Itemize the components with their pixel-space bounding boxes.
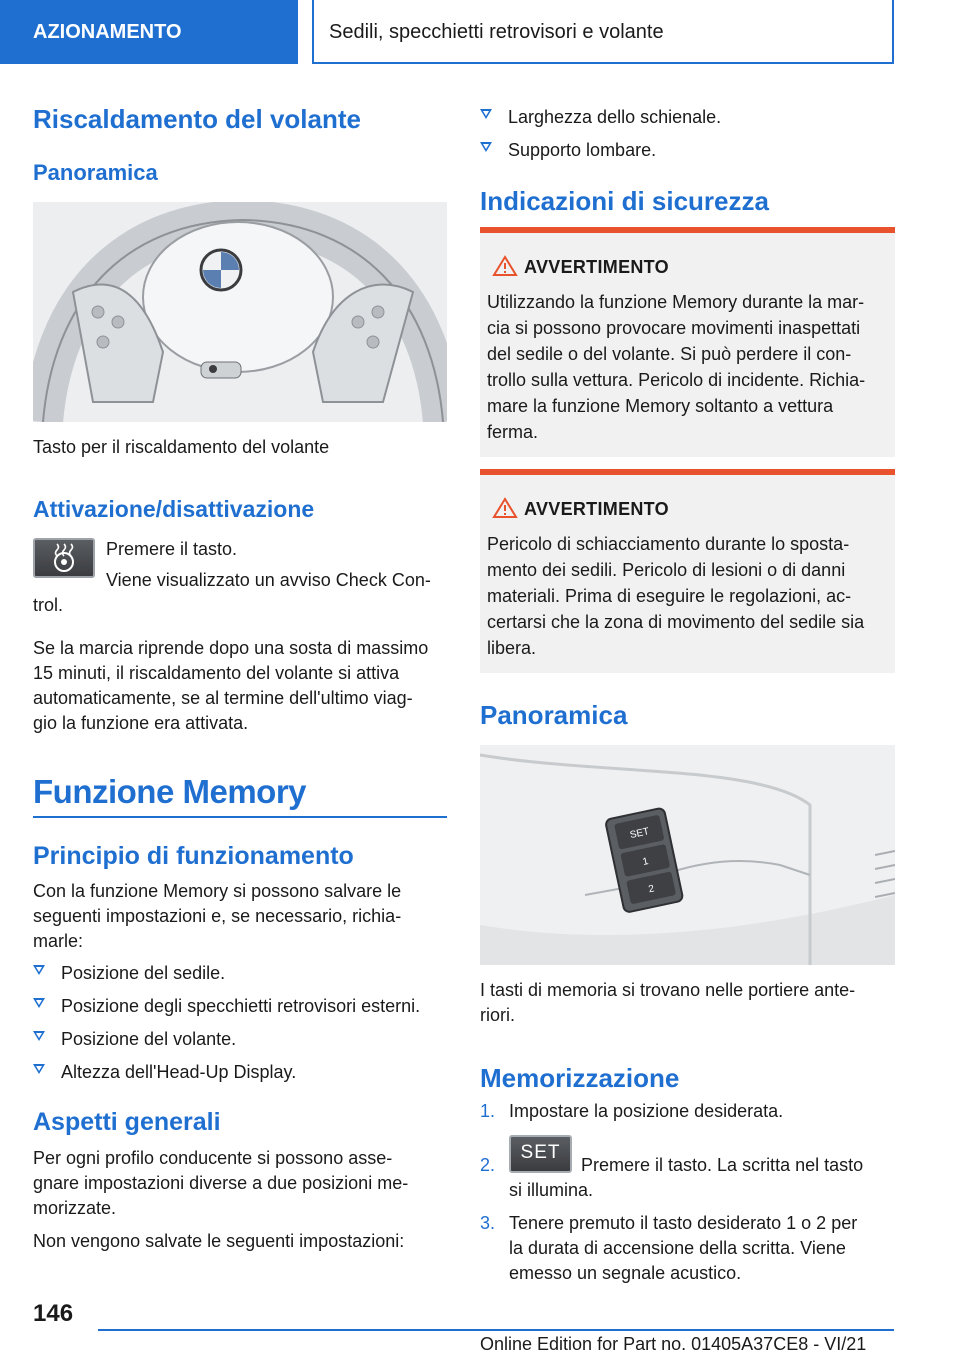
heading-general: Aspetti generali [33, 1108, 221, 1136]
general-line-2: gnare impostazioni diverse a due posizioni me- [33, 1173, 409, 1193]
general-line-3: morizzate. [33, 1198, 117, 1218]
door-set-label: SET [628, 826, 651, 842]
resume-para-3: automaticamente, se al termine dell'ultimo viag- [33, 688, 413, 708]
step-number: 1. [480, 1101, 496, 1121]
page-number: 146 [33, 1300, 74, 1327]
edition-note: Online Edition for Part no. 01405A37CE8 - VI/21 [480, 1334, 867, 1354]
bullet-triangle-icon [33, 1031, 45, 1041]
bullet-triangle-icon [480, 109, 492, 119]
resume-para-4: gio la funzione era attivata. [33, 713, 249, 733]
heading-overview: Panoramica [33, 160, 158, 185]
warning-box [480, 227, 895, 457]
chapter-title: Sedili, specchietti retrovisori e volante [312, 0, 894, 64]
warning-triangle-icon [492, 255, 518, 277]
check-control-text: Viene visualizzato un avviso Check Con- [106, 570, 431, 590]
principle-line-1: Con la funzione Memory si possono salvare le [33, 881, 402, 901]
steering-heat-icon [35, 540, 93, 576]
heading-rule [33, 816, 447, 818]
step-text: Premere il tasto. La scritta nel tasto [581, 1155, 864, 1175]
steering-wheel-image [33, 202, 447, 422]
door-2-label: 2 [647, 883, 656, 896]
door-caption-2: riori. [480, 1005, 515, 1025]
heading-overview-right: Panoramica [480, 700, 628, 730]
heading-store: Memorizzazione [480, 1063, 680, 1093]
set-button[interactable] [509, 1135, 572, 1173]
step-text-cont: emesso un segnale acustico. [509, 1263, 742, 1283]
principle-line-3: marle: [33, 931, 84, 951]
warning-text: Pericolo di schiacciamento durante lo sposta- mento dei sedili. Pericolo di lesioni o di danni materiali. Prima di eseguire le regolazioni, ac- certarsi che la zona di movimento del sedile sia libera. [487, 534, 865, 658]
principle-line-2: seguenti impostazioni e, se necessario, richia- [33, 906, 402, 926]
footer-rule [98, 1329, 894, 1331]
warning-title: AVVERTIMENTO [524, 257, 669, 277]
door-memory-image [480, 745, 895, 965]
step-text-cont: si illumina. [509, 1180, 594, 1200]
step-text: Tenere premuto il tasto desiderato 1 o 2 per [509, 1213, 858, 1233]
section-tab: AZIONAMENTO [0, 0, 298, 64]
warning-box [480, 469, 895, 673]
step-text-cont: la durata di accensione della scritta. Viene [509, 1238, 846, 1258]
set-button-label: SET [520, 1142, 561, 1163]
bullet-triangle-icon [480, 142, 492, 152]
heading-memory-function: Funzione Memory [33, 773, 307, 810]
bullet-triangle-icon [33, 1064, 45, 1074]
door-caption-1: I tasti di memoria si trovano nelle portiere ante- [480, 980, 856, 1000]
step-number: 2. [480, 1155, 496, 1175]
door-1-label: 1 [641, 856, 650, 868]
resume-para-2: 15 minuti, il riscaldamento del volante si attiva [33, 663, 400, 683]
step-text: Impostare la posizione desiderata. [509, 1101, 784, 1121]
bullet-triangle-icon [33, 965, 45, 975]
bullet-triangle-icon [33, 998, 45, 1008]
warning-triangle-icon [492, 497, 518, 519]
press-button-text: Premere il tasto. [106, 539, 238, 559]
heading-safety: Indicazioni di sicurezza [480, 186, 769, 216]
warning-title: AVVERTIMENTO [524, 499, 669, 519]
not-saved-text: Non vengono salvate le seguenti impostazioni: [33, 1231, 405, 1251]
heading-principle: Principio di funzionamento [33, 842, 354, 870]
heading-steering-heating: Riscaldamento del volante [33, 104, 361, 134]
heading-toggle: Attivazione/disattivazione [33, 496, 315, 522]
warning-text: Utilizzando la funzione Memory durante la mar- cia si possono provocare movimenti inaspettati del sedile o del volante. Si può perdere il con- trollo sulla vettura. Pericolo di incidente. Richia- mare la funzione Memory soltanto a vettura ferma. [487, 292, 866, 442]
general-line-1: Per ogni profilo conducente si possono asse- [33, 1148, 393, 1168]
step-number: 3. [480, 1213, 496, 1233]
steering-caption: Tasto per il riscaldamento del volante [33, 437, 330, 457]
check-control-text-2: trol. [33, 595, 64, 615]
resume-para-1: Se la marcia riprende dopo una sosta di massimo [33, 638, 429, 658]
steering-heat-button[interactable] [33, 538, 95, 578]
